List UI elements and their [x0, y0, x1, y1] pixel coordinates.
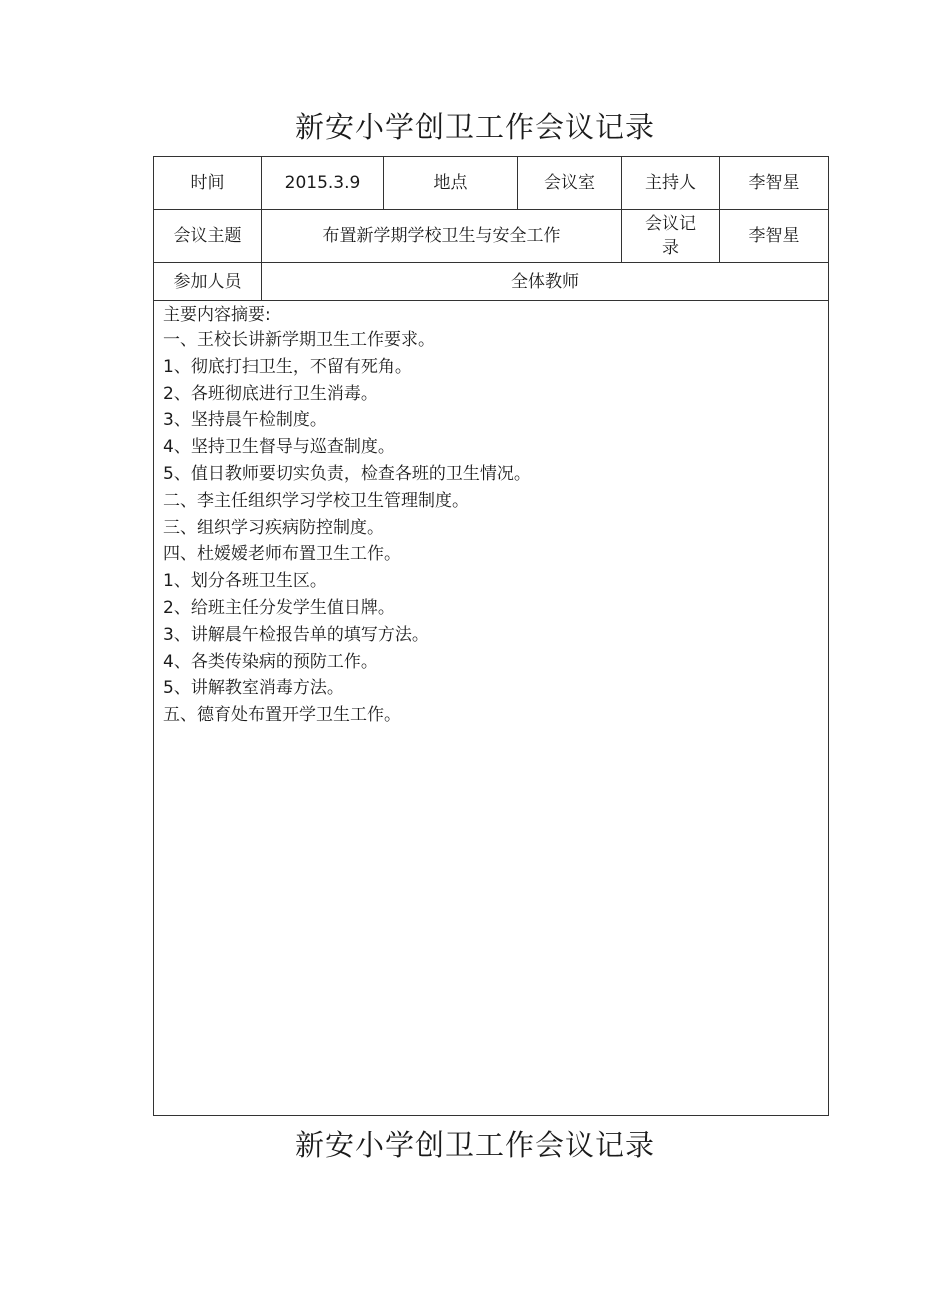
participants-value: 全体教师: [262, 263, 829, 301]
content-line: 三、组织学习疾病防控制度。: [163, 517, 384, 538]
host-value: 李智星: [720, 157, 829, 210]
table-row: [154, 157, 829, 210]
content-line: 4、各类传染病的预防工作。: [163, 651, 378, 672]
content-line: 3、坚持晨午检制度。: [163, 410, 327, 431]
table-row: [154, 210, 829, 263]
location-label: 地点: [384, 157, 518, 210]
content-line: 2、各班彻底进行卫生消毒。: [163, 383, 378, 404]
recorder-label-line1: 会议记: [645, 214, 696, 234]
content-line: 四、杜嫒嫒老师布置卫生工作。: [163, 544, 401, 565]
footer-title: 新安小学创卫工作会议记录: [294, 1128, 655, 1162]
topic-value: 布置新学期学校卫生与安全工作: [262, 210, 622, 263]
content-line: 一、王校长讲新学期卫生工作要求。: [163, 330, 435, 350]
location-value: 会议室: [518, 157, 622, 210]
content-line: 4、坚持卫生督导与巡查制度。: [163, 437, 395, 458]
time-label: 时间: [154, 157, 262, 210]
topic-label: 会议主题: [154, 210, 262, 263]
recorder-label-line2: 录: [662, 238, 679, 258]
content-heading: 主要内容摘要:: [163, 305, 271, 325]
host-label: 主持人: [622, 157, 720, 210]
content-list: [163, 327, 819, 729]
content-line: 1、彻底打扫卫生，不留有死角。: [163, 356, 412, 377]
content-line: 五、德育处布置开学卫生工作。: [163, 705, 401, 726]
recorder-value: 李智星: [720, 210, 829, 263]
meeting-record-table: [153, 156, 829, 1116]
content-line: 二、李主任组织学习学校卫生管理制度。: [163, 490, 469, 511]
content-line: 5、讲解教室消毒方法。: [163, 678, 344, 699]
time-value: 2015.3.9: [262, 157, 384, 210]
document-title: 新安小学创卫工作会议记录: [294, 110, 655, 144]
content-line: 3、讲解晨午检报告单的填写方法。: [163, 624, 429, 645]
recorder-label: [622, 210, 720, 263]
content-summary-cell: [154, 301, 829, 1116]
participants-label: 参加人员: [154, 263, 262, 301]
table-row: [154, 263, 829, 301]
table-row: [154, 301, 829, 1116]
content-line: 2、给班主任分发学生值日牌。: [163, 597, 395, 618]
content-line: 5、值日教师要切实负责，检查各班的卫生情况。: [163, 463, 531, 484]
content-line: 1、划分各班卫生区。: [163, 571, 327, 592]
